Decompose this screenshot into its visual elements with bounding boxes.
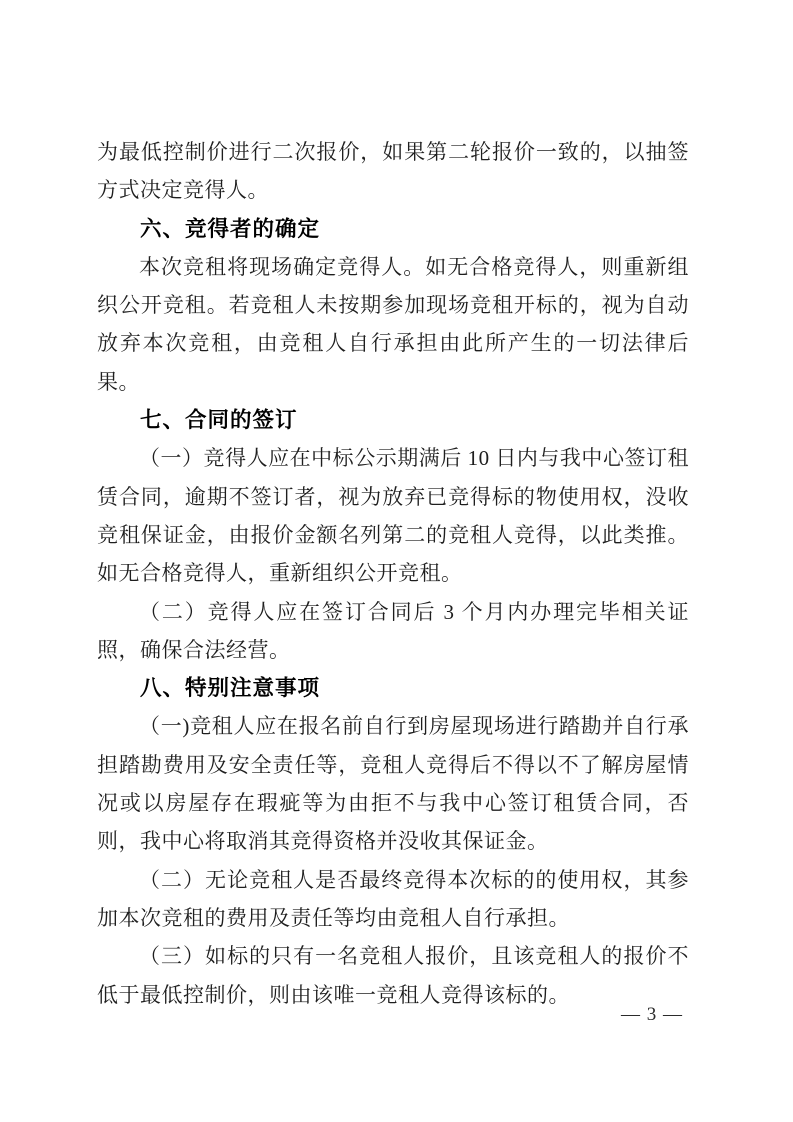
section-heading-six: 六、竞得者的确定 bbox=[140, 216, 321, 241]
section-heading-eight: 八、特别注意事项 bbox=[140, 676, 321, 701]
page-number: — 3 — bbox=[621, 1004, 683, 1025]
document-body bbox=[97, 133, 689, 1014]
paragraph-eight-item-2: （二）无论竞租人是否最终竞得本次标的的使用权，其参加本次竞租的费用及责任等均由竞租人自行承担。 bbox=[97, 867, 689, 930]
paragraph-eight-item-3: （三）如标的只有一名竞租人报价，且该竞租人的报价不低于最低控制价，则由该唯一竞租人竞得该标的。 bbox=[97, 944, 689, 1007]
paragraph-continuation: 为最低控制价进行二次报价，如果第二轮报价一致的，以抽签方式决定竞得人。 bbox=[97, 140, 689, 203]
paragraph-seven-item-1: （一）竞得人应在中标公示期满后 10 日内与我中心签订租赁合同，逾期不签订者，视为放弃已竞得标的物使用权，没收竞租保证金，由报价金额名列第二的竞租人竞得，以此类推。如无合格竞得人，重新组织公开竞租。 bbox=[97, 446, 689, 586]
paragraph-section-six: 本次竞租将现场确定竞得人。如无合格竞得人，则重新组织公开竞租。若竞租人未按期参加现场竞租开标的，视为自动放弃本次竞租，由竞租人自行承担由此所产生的一切法律后果。 bbox=[97, 254, 689, 394]
paragraph-eight-item-1: （一)竞租人应在报名前自行到房屋现场进行踏勘并自行承担踏勘费用及安全责任等，竞租人竞得后不得以不了解房屋情况或以房屋存在瑕疵等为由拒不与我中心签订租赁合同，否则，我中心将取消其竞得资格并没收其保证金。 bbox=[97, 714, 689, 854]
paragraph-seven-item-2: （二）竞得人应在签订合同后 3 个月内办理完毕相关证照，确保合法经营。 bbox=[97, 599, 689, 662]
section-heading-seven: 七、合同的签订 bbox=[140, 408, 298, 433]
